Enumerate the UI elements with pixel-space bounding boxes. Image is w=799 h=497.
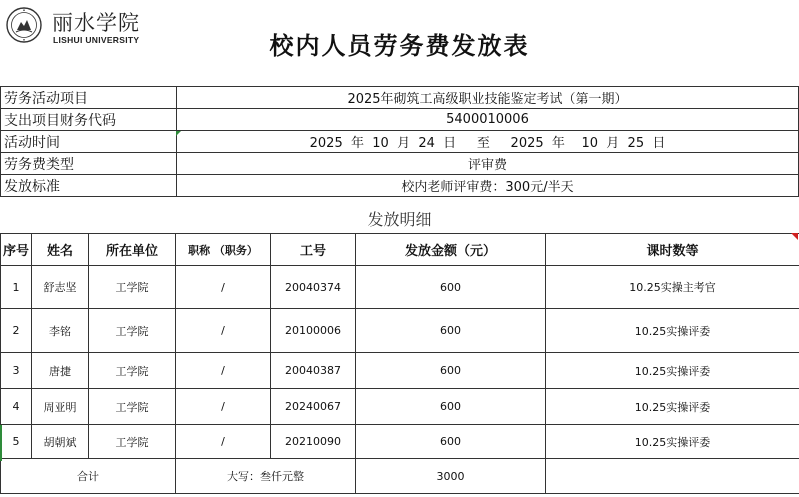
comment-marker-green: [176, 131, 181, 136]
project-label: 劳务活动项目: [1, 87, 177, 109]
cell-position[interactable]: /: [176, 266, 271, 309]
table-row: [1, 425, 799, 459]
comment-marker-red: [791, 233, 798, 240]
page-title: 校内人员劳务费发放表: [269, 32, 530, 60]
header-amount: 发放金额（元）: [356, 234, 546, 266]
university-name-cn: 丽水学院: [52, 11, 140, 35]
cell-id[interactable]: 20210090: [271, 425, 356, 459]
cell-unit[interactable]: 工学院: [89, 266, 176, 309]
cell-unit[interactable]: 工学院: [89, 309, 176, 353]
cell-name[interactable]: 唐捷: [32, 353, 89, 389]
cell-no[interactable]: 5: [1, 425, 32, 459]
project-value[interactable]: 2025年砌筑工高级职业技能鉴定考试（第一期）: [177, 87, 799, 109]
university-name-en: LISHUI UNIVERSITY: [53, 35, 140, 45]
time-label: 活动时间: [1, 131, 177, 153]
type-label: 劳务费类型: [1, 153, 177, 175]
info-row-type: [1, 153, 799, 175]
cell-amount[interactable]: 600: [356, 425, 546, 459]
header-no: 序号: [1, 234, 32, 266]
standard-label: 发放标准: [1, 175, 177, 197]
cell-hours[interactable]: 10.25实操评委: [546, 353, 799, 389]
time-value[interactable]: [177, 131, 799, 153]
header-hours: 课时数等: [546, 234, 799, 266]
cell-position[interactable]: /: [176, 309, 271, 353]
cell-hours[interactable]: 10.25实操评委: [546, 309, 799, 353]
start-month: 10: [372, 136, 389, 151]
table-header-row: [1, 234, 799, 266]
end-day: 25: [627, 136, 645, 151]
cell-unit[interactable]: 工学院: [89, 389, 176, 425]
cell-name[interactable]: 周亚明: [32, 389, 89, 425]
header-position: 职称 （职务）: [176, 234, 271, 266]
table-row: [1, 389, 799, 425]
header-id: 工号: [271, 234, 356, 266]
table-row: [1, 309, 799, 353]
header-name: 姓名: [32, 234, 89, 266]
cell-name[interactable]: 舒志坚: [32, 266, 89, 309]
payment-table: [0, 233, 799, 494]
code-label: 支出项目财务代码: [1, 109, 177, 131]
cell-position[interactable]: /: [176, 389, 271, 425]
section-title: 发放明细: [367, 210, 432, 229]
standard-value[interactable]: 校内老师评审费：300元/半天: [177, 175, 799, 197]
total-empty-cell[interactable]: [546, 459, 799, 494]
end-year: 2025: [510, 136, 544, 151]
cell-name[interactable]: 李铭: [32, 309, 89, 353]
table-row: [1, 353, 799, 389]
date-separator: 至: [476, 136, 490, 151]
info-row-standard: [1, 175, 799, 197]
cell-no[interactable]: 3: [1, 353, 32, 389]
start-year: 2025: [309, 136, 343, 151]
cell-id[interactable]: 20240067: [271, 389, 356, 425]
cell-id[interactable]: 20100006: [271, 309, 356, 353]
cell-unit[interactable]: 工学院: [89, 353, 176, 389]
cell-unit[interactable]: 工学院: [89, 425, 176, 459]
cell-hours[interactable]: 10.25实操评委: [546, 425, 799, 459]
total-label[interactable]: 合计: [1, 459, 176, 494]
start-day-unit: 日: [443, 136, 457, 151]
total-amount[interactable]: 3000: [356, 459, 546, 494]
cell-id[interactable]: 20040374: [271, 266, 356, 309]
info-row-time: [1, 131, 799, 153]
info-row-project: [1, 87, 799, 109]
info-table: [0, 86, 799, 197]
code-value[interactable]: 5400010006: [177, 109, 799, 131]
selection-marker-green: [0, 425, 2, 461]
cell-no[interactable]: 4: [1, 389, 32, 425]
cell-amount[interactable]: 600: [356, 353, 546, 389]
cell-amount[interactable]: 600: [356, 389, 546, 425]
end-year-unit: 年: [551, 136, 565, 151]
header-unit: 所在单位: [89, 234, 176, 266]
start-year-unit: 年: [350, 136, 364, 151]
end-day-unit: 日: [652, 136, 666, 151]
start-day: 24: [418, 136, 435, 151]
cell-amount[interactable]: 600: [356, 266, 546, 309]
info-row-code: [1, 109, 799, 131]
cell-id[interactable]: 20040387: [271, 353, 356, 389]
total-in-words[interactable]: 大写：叁仟元整: [176, 459, 356, 494]
cell-no[interactable]: 1: [1, 266, 32, 309]
cell-position[interactable]: /: [176, 353, 271, 389]
total-row: [1, 459, 799, 494]
cell-no[interactable]: 2: [1, 309, 32, 353]
type-value[interactable]: 评审费: [177, 153, 799, 175]
table-row: [1, 266, 799, 309]
cell-name[interactable]: 胡朝斌: [32, 425, 89, 459]
cell-amount[interactable]: 600: [356, 309, 546, 353]
end-month-unit: 月: [606, 136, 620, 151]
end-month: 10: [581, 136, 598, 151]
cell-position[interactable]: /: [176, 425, 271, 459]
cell-hours[interactable]: 10.25实操主考官: [546, 266, 799, 309]
start-month-unit: 月: [397, 136, 411, 151]
cell-hours[interactable]: 10.25实操评委: [546, 389, 799, 425]
